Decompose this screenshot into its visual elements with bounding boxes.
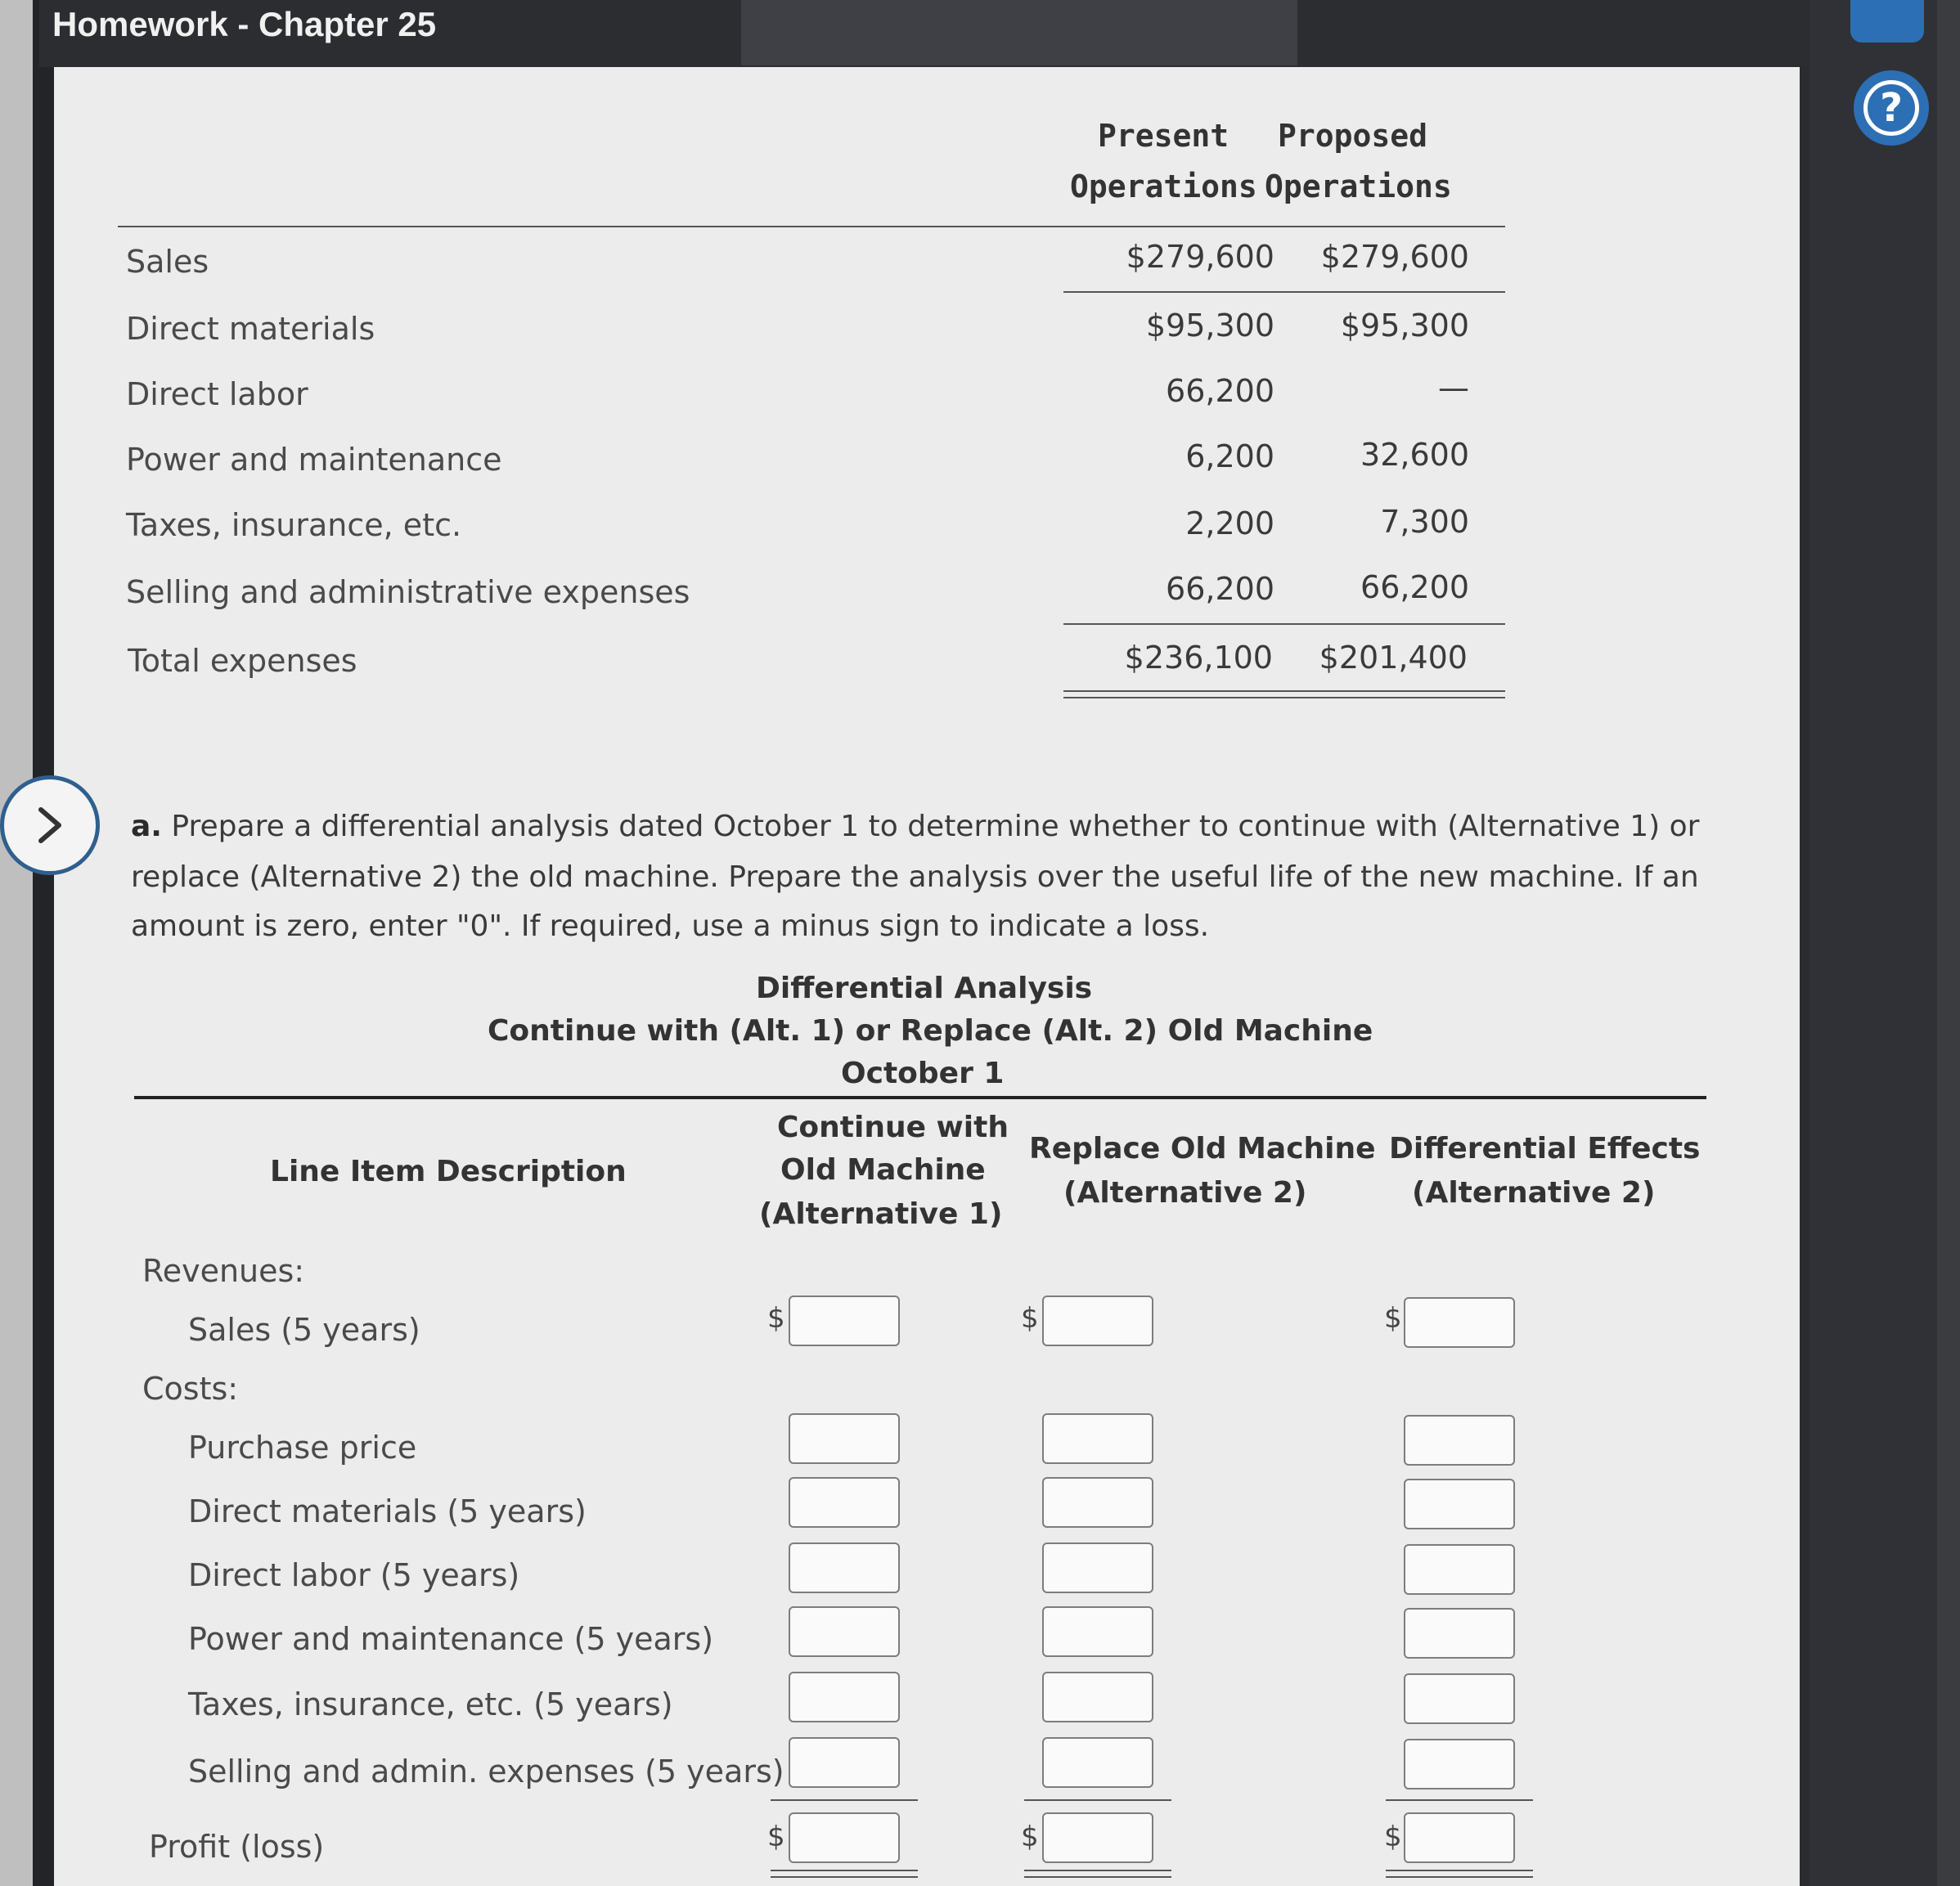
row-label-total-expenses: Total expenses [128, 643, 357, 679]
analysis-title: Differential Analysis [756, 972, 1093, 1005]
row-label-direct-materials: Direct materials [126, 311, 375, 347]
col2-header-1: Replace Old Machine [1029, 1132, 1376, 1165]
diff-subtotal-rule [1386, 1799, 1533, 1801]
instructions-line-3: amount is zero, enter "0". If required, use a minus sign to indicate a loss. [131, 909, 1210, 943]
col1-header-1: Continue with [777, 1111, 1009, 1144]
alt1-sales-input[interactable] [789, 1296, 900, 1346]
left-frame [33, 0, 54, 1886]
row-label-sales: Sales [126, 244, 209, 280]
instructions-line-1 [131, 802, 1699, 851]
present-power-maintenance: 6,200 [1185, 438, 1274, 474]
diff-total-rule-1 [1386, 1870, 1533, 1871]
present-header-1: Present [1098, 118, 1229, 154]
diff-purchase-price-input[interactable] [1404, 1415, 1515, 1466]
analysis-date: October 1 [841, 1057, 1005, 1090]
row-label-power-maintenance: Power and maintenance [126, 442, 502, 478]
diff-power-maintenance-input[interactable] [1404, 1608, 1515, 1659]
diff-sales-input[interactable] [1404, 1297, 1515, 1348]
window-title: Homework - Chapter 25 [52, 5, 437, 43]
alt1-power-maintenance-input[interactable] [789, 1606, 900, 1657]
diff-direct-materials-input[interactable] [1404, 1479, 1515, 1529]
row-label-selling-admin: Selling and administrative expenses [126, 574, 690, 610]
chevron-right-icon [29, 805, 70, 846]
next-arrow-button[interactable] [0, 775, 100, 875]
col3-header-1: Differential Effects [1389, 1132, 1701, 1165]
diff-taxes-insurance-input[interactable] [1404, 1673, 1515, 1724]
diff-total-rule-2 [1386, 1876, 1533, 1878]
part-label: a. [131, 810, 162, 843]
row-label-direct-labor: Direct labor [126, 376, 308, 412]
alt1-purchase-price-input[interactable] [789, 1413, 900, 1464]
proposed-selling-admin: 66,200 [1360, 569, 1469, 605]
alt2-direct-materials-input[interactable] [1042, 1477, 1153, 1528]
col2-header-2: (Alternative 2) [1063, 1176, 1307, 1210]
proposed-direct-materials: $95,300 [1340, 308, 1469, 344]
dollar-sign: $ [767, 1302, 785, 1335]
alt1-total-rule-1 [771, 1870, 918, 1871]
alt2-total-rule-2 [1024, 1876, 1171, 1878]
present-total-expenses: $236,100 [1124, 640, 1273, 676]
dollar-sign: $ [1021, 1821, 1039, 1853]
total-double-underline-2 [1063, 697, 1505, 698]
help-button[interactable] [1854, 70, 1929, 146]
cost-power-maintenance-label: Power and maintenance (5 years) [188, 1621, 714, 1657]
col-description-header: Line Item Description [270, 1155, 627, 1188]
alt2-taxes-insurance-input[interactable] [1042, 1672, 1153, 1722]
instructions-text-1: Prepare a differential analysis dated October 1 to determine whether to continue with (Alternative 1) or [171, 810, 1700, 843]
alt1-direct-labor-input[interactable] [789, 1542, 900, 1593]
question-content [54, 67, 1800, 1886]
revenues-label: Revenues: [142, 1253, 305, 1289]
table-header-rule [118, 226, 1505, 227]
present-sales: $279,600 [1126, 239, 1274, 275]
col3-header-2: (Alternative 2) [1412, 1176, 1656, 1210]
alt2-selling-admin-input[interactable] [1042, 1737, 1153, 1788]
top-bar-tab [741, 0, 1297, 65]
cost-purchase-price-label: Purchase price [188, 1430, 417, 1466]
dollar-sign: $ [1384, 1302, 1402, 1335]
present-direct-labor: 66,200 [1166, 373, 1274, 409]
sales-5yr-label: Sales (5 years) [188, 1312, 420, 1348]
diff-profit-input[interactable] [1404, 1812, 1515, 1863]
proposed-direct-labor: — [1438, 370, 1469, 406]
proposed-power-maintenance: 32,600 [1360, 437, 1469, 473]
expenses-underline [1063, 623, 1505, 625]
profit-loss-label: Profit (loss) [149, 1829, 325, 1865]
alt2-sales-input[interactable] [1042, 1296, 1153, 1346]
alt1-subtotal-rule [771, 1799, 918, 1801]
row-label-taxes-insurance: Taxes, insurance, etc. [126, 507, 462, 543]
instructions-line-2: replace (Alternative 2) the old machine. Prepare the analysis over the useful life of the new machine. If an [131, 860, 1699, 894]
proposed-header-2: Operations [1265, 168, 1452, 204]
diff-selling-admin-input[interactable] [1404, 1739, 1515, 1789]
alt1-selling-admin-input[interactable] [789, 1737, 900, 1788]
present-header-2: Operations [1070, 168, 1257, 204]
alt2-subtotal-rule [1024, 1799, 1171, 1801]
proposed-header-1: Proposed [1278, 118, 1428, 154]
analysis-title-rule [134, 1096, 1706, 1099]
dollar-sign: $ [1021, 1302, 1039, 1335]
alt2-total-rule-1 [1024, 1870, 1171, 1871]
analysis-subtitle: Continue with (Alt. 1) or Replace (Alt. 2) Old Machine [488, 1014, 1373, 1048]
proposed-taxes-insurance: 7,300 [1380, 504, 1469, 540]
cost-taxes-insurance-label: Taxes, insurance, etc. (5 years) [188, 1686, 673, 1722]
alt1-direct-materials-input[interactable] [789, 1477, 900, 1528]
cost-selling-admin-label: Selling and admin. expenses (5 years) [188, 1754, 784, 1789]
total-double-underline-1 [1063, 690, 1505, 692]
alt1-profit-input[interactable] [789, 1812, 900, 1863]
help-circle-icon: ? [1863, 80, 1919, 136]
costs-label: Costs: [142, 1371, 239, 1407]
right-edge [1937, 0, 1960, 1886]
alt2-purchase-price-input[interactable] [1042, 1413, 1153, 1464]
alt1-total-rule-2 [771, 1876, 918, 1878]
proposed-sales: $279,600 [1320, 239, 1469, 275]
present-selling-admin: 66,200 [1166, 571, 1274, 607]
present-taxes-insurance: 2,200 [1185, 505, 1274, 541]
alt1-taxes-insurance-input[interactable] [789, 1672, 900, 1722]
present-direct-materials: $95,300 [1145, 308, 1274, 344]
diff-direct-labor-input[interactable] [1404, 1544, 1515, 1595]
alt2-profit-input[interactable] [1042, 1812, 1153, 1863]
cost-direct-labor-label: Direct labor (5 years) [188, 1557, 520, 1593]
menu-button[interactable] [1850, 0, 1924, 43]
alt2-power-maintenance-input[interactable] [1042, 1606, 1153, 1657]
cost-direct-materials-label: Direct materials (5 years) [188, 1493, 587, 1529]
dollar-sign: $ [767, 1821, 785, 1853]
sales-underline [1063, 291, 1505, 293]
col1-header-2: Old Machine [780, 1153, 986, 1187]
alt2-direct-labor-input[interactable] [1042, 1542, 1153, 1593]
col1-header-3: (Alternative 1) [759, 1197, 1003, 1231]
dollar-sign: $ [1384, 1821, 1402, 1853]
proposed-total-expenses: $201,400 [1319, 640, 1468, 676]
